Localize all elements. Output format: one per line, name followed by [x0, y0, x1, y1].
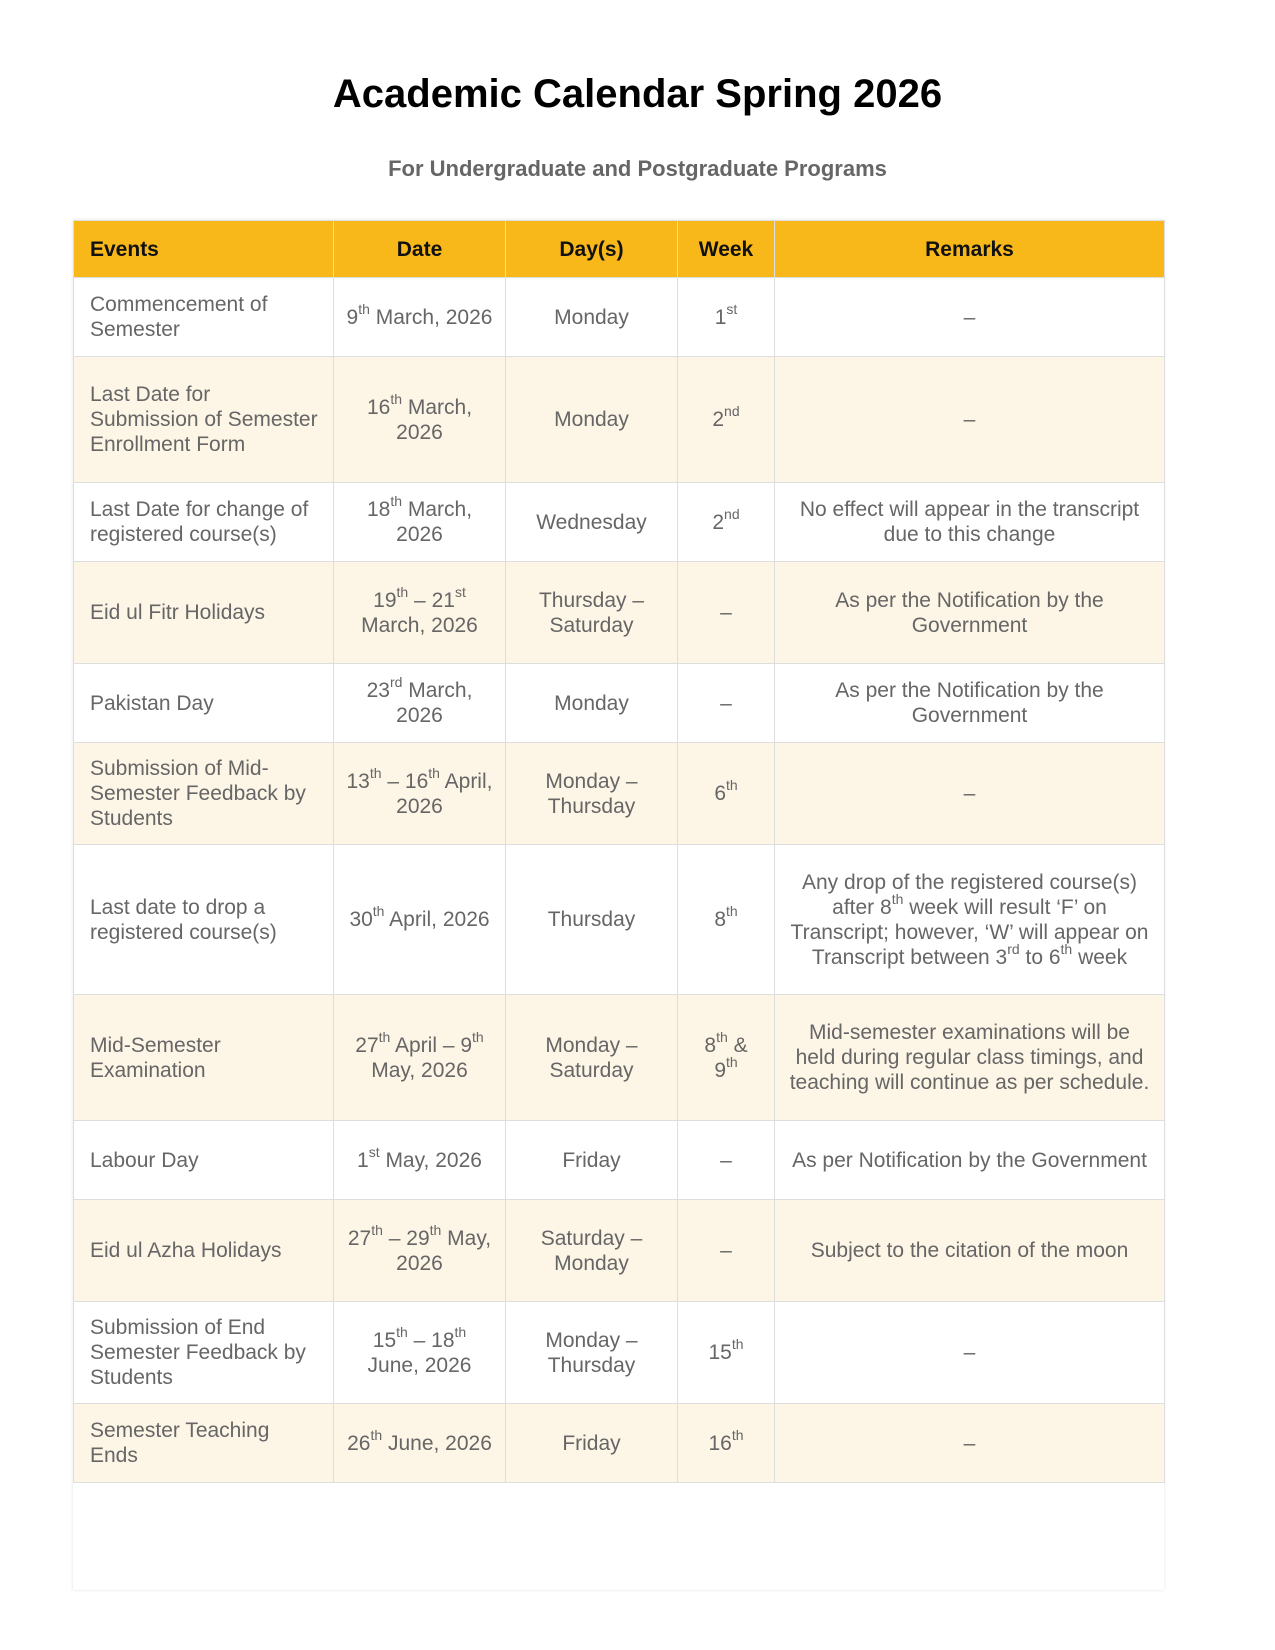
text-segment: June, 2026 — [382, 1431, 492, 1455]
text-segment: April – 9 — [390, 1033, 473, 1057]
cell-event: Last date to drop a registered course(s) — [74, 845, 334, 995]
text-segment: – — [720, 601, 732, 624]
text-segment: & 9 — [714, 1033, 748, 1082]
cell-remarks — [775, 1404, 1165, 1483]
cell-days: Monday — [506, 664, 678, 743]
text-segment: week will result ‘F’ on Transcript; however, ‘W’ will appear on Transcript between 3 — [790, 895, 1149, 969]
text-segment: March, 2026 — [361, 613, 478, 637]
ordinal-suffix: th — [358, 300, 370, 317]
text-segment: May, 2026 — [371, 1058, 468, 1082]
text-segment: As per Notification by the Government — [792, 1148, 1147, 1172]
cell-event: Labour Day — [74, 1121, 334, 1200]
table-row — [74, 278, 1165, 357]
text-segment: 30 — [349, 908, 373, 931]
ordinal-suffix: th — [371, 1221, 383, 1238]
cell-days: Monday – Thursday — [506, 1302, 678, 1404]
header-events: Events — [74, 221, 334, 278]
text-segment: As per the Notification by the Government — [835, 588, 1104, 637]
cell-week — [678, 1404, 775, 1483]
cell-date — [334, 845, 506, 995]
text-segment: – — [720, 1239, 732, 1262]
cell-days: Thursday — [506, 845, 678, 995]
ordinal-suffix: th — [726, 1053, 738, 1070]
ordinal-suffix: st — [454, 583, 466, 600]
text-segment: 16 — [366, 395, 391, 419]
text-segment: 15 — [708, 1341, 732, 1364]
ordinal-suffix: st — [726, 300, 738, 317]
cell-event: Mid-Semester Examination — [74, 995, 334, 1121]
cell-remarks — [775, 664, 1165, 743]
text-segment: 8 — [704, 1033, 717, 1057]
table-row — [74, 845, 1165, 995]
cell-days: Wednesday — [506, 483, 678, 562]
table-row — [74, 1200, 1165, 1302]
text-segment: – — [720, 691, 732, 715]
text-segment: Subject to the citation of the moon — [810, 1239, 1129, 1262]
cell-date — [334, 1404, 506, 1483]
text-segment: – 16 — [381, 769, 429, 793]
table-row — [74, 995, 1165, 1121]
text-segment: – — [720, 1148, 732, 1172]
text-segment: 8 — [714, 908, 726, 931]
page-title: Academic Calendar Spring 2026 — [332, 72, 943, 116]
ordinal-suffix: th — [396, 1323, 408, 1340]
ordinal-suffix: th — [396, 583, 409, 600]
cell-week — [678, 278, 775, 357]
cell-date — [334, 562, 506, 664]
cell-event: Eid ul Azha Holidays — [74, 1200, 334, 1302]
text-segment: 1 — [714, 305, 727, 329]
text-segment: – 18 — [407, 1328, 455, 1352]
ordinal-suffix: rd — [1007, 940, 1020, 957]
cell-week — [678, 1302, 775, 1404]
cell-event: Submission of End Semester Feedback by Students — [74, 1302, 334, 1404]
table-row — [74, 357, 1165, 483]
cell-week — [678, 995, 775, 1121]
ordinal-suffix: th — [726, 777, 738, 793]
ordinal-suffix: st — [368, 1143, 380, 1160]
header-week: Week — [678, 221, 775, 278]
ordinal-suffix: th — [372, 903, 385, 919]
table-row — [74, 1302, 1165, 1404]
header-days: Day(s) — [506, 221, 678, 278]
text-segment: June, 2026 — [367, 1353, 472, 1377]
cell-days: Thursday – Saturday — [506, 562, 678, 664]
cell-event: Submission of Mid-Semester Feedback by Students — [74, 743, 334, 845]
ordinal-suffix: th — [726, 903, 738, 919]
text-segment: March, 2026 — [396, 679, 473, 727]
cell-remarks — [775, 1121, 1165, 1200]
cell-week — [678, 1200, 775, 1302]
cell-days: Monday — [506, 357, 678, 483]
cell-days: Friday — [506, 1121, 678, 1200]
text-segment: March, 2026 — [396, 395, 473, 444]
text-segment: No effect will appear in the transcript due to this change — [799, 498, 1140, 546]
header-remarks: Remarks — [775, 221, 1165, 278]
cell-days: Friday — [506, 1404, 678, 1483]
text-segment: 27 — [355, 1033, 379, 1057]
cell-remarks — [775, 483, 1165, 562]
text-segment: – — [963, 305, 976, 329]
cell-days: Saturday – Monday — [506, 1200, 678, 1302]
cell-remarks — [775, 278, 1165, 357]
cell-days: Monday – Thursday — [506, 743, 678, 845]
table-row — [74, 483, 1165, 562]
cell-date — [334, 483, 506, 562]
ordinal-suffix: th — [731, 1336, 744, 1352]
text-segment: 26 — [347, 1431, 371, 1455]
ordinal-suffix: th — [472, 1028, 484, 1045]
text-segment: 18 — [366, 498, 391, 521]
cell-event: Commencement of Semester — [74, 278, 334, 357]
cell-week — [678, 845, 775, 995]
ordinal-suffix: th — [390, 390, 403, 407]
table-row — [74, 743, 1165, 845]
header-date: Date — [334, 221, 506, 278]
ordinal-suffix: th — [370, 1426, 383, 1443]
text-segment: April, 2026 — [384, 908, 490, 931]
ordinal-suffix: th — [454, 1323, 467, 1340]
cell-week — [678, 743, 775, 845]
ordinal-suffix: rd — [389, 674, 403, 690]
cell-remarks — [775, 1302, 1165, 1404]
cell-date — [334, 1200, 506, 1302]
text-segment: – — [963, 408, 976, 431]
text-segment: 2 — [712, 408, 725, 431]
calendar-table — [73, 220, 1165, 1483]
ordinal-suffix: th — [731, 1426, 744, 1443]
text-segment: 15 — [372, 1328, 397, 1352]
cell-date — [334, 357, 506, 483]
text-segment: 19 — [373, 588, 397, 612]
table-header-row — [74, 221, 1165, 278]
cell-days: Monday — [506, 278, 678, 357]
text-segment: 16 — [708, 1431, 732, 1455]
cell-event: Last Date for change of registered course(s) — [74, 483, 334, 562]
text-segment: 6 — [714, 782, 726, 805]
ordinal-suffix: th — [390, 493, 403, 509]
ordinal-suffix: nd — [724, 403, 740, 419]
cell-date — [334, 664, 506, 743]
ordinal-suffix: nd — [724, 505, 740, 522]
text-segment: 27 — [347, 1226, 372, 1250]
text-segment: 1 — [357, 1148, 369, 1172]
ordinal-suffix: th — [429, 1221, 442, 1238]
cell-date — [334, 1302, 506, 1404]
ordinal-suffix: th — [891, 890, 904, 907]
cell-week — [678, 664, 775, 743]
text-segment: March, 2026 — [369, 305, 493, 329]
text-segment: As per the Notification by the Government — [835, 679, 1104, 727]
text-segment: 23 — [366, 679, 390, 702]
text-segment: Mid-semester examinations will be held during regular class timings, and teaching will continue as per schedule. — [789, 1021, 1150, 1094]
table-row — [74, 1121, 1165, 1200]
ordinal-suffix: th — [716, 1028, 728, 1045]
cell-week — [678, 1121, 775, 1200]
cell-date — [334, 995, 506, 1121]
text-segment: March, 2026 — [396, 498, 473, 546]
text-segment: 13 — [346, 769, 370, 793]
text-segment: – — [963, 782, 976, 805]
text-segment: – — [963, 1341, 976, 1364]
cell-event: Last Date for Submission of Semester Enrollment Form — [74, 357, 334, 483]
table-body — [74, 278, 1165, 1483]
cell-remarks — [775, 995, 1165, 1121]
cell-event: Semester Teaching Ends — [74, 1404, 334, 1483]
cell-remarks — [775, 743, 1165, 845]
text-segment: – — [963, 1431, 976, 1455]
cell-date — [334, 278, 506, 357]
ordinal-suffix: th — [1060, 940, 1073, 957]
calendar-sheet — [73, 220, 1164, 1590]
text-segment: May, 2026 — [396, 1226, 492, 1275]
cell-remarks — [775, 845, 1165, 995]
text-segment: – 29 — [382, 1226, 430, 1250]
ordinal-suffix: th — [369, 764, 382, 781]
cell-week — [678, 562, 775, 664]
cell-week — [678, 483, 775, 562]
cell-remarks — [775, 562, 1165, 664]
text-segment: week — [1072, 945, 1128, 969]
text-segment: April, 2026 — [396, 769, 493, 818]
ordinal-suffix: th — [378, 1028, 391, 1045]
text-segment: 9 — [346, 305, 359, 329]
cell-date — [334, 1121, 506, 1200]
cell-event: Pakistan Day — [74, 664, 334, 743]
cell-remarks — [775, 357, 1165, 483]
text-segment: to 6 — [1019, 945, 1061, 969]
cell-week — [678, 357, 775, 483]
table-row — [74, 562, 1165, 664]
text-segment: – 21 — [408, 588, 455, 612]
table-row — [74, 1404, 1165, 1483]
cell-days: Monday – Saturday — [506, 995, 678, 1121]
text-segment: May, 2026 — [379, 1148, 482, 1172]
cell-date — [334, 743, 506, 845]
text-segment: 2 — [712, 510, 725, 534]
table-row — [74, 664, 1165, 743]
text-segment: Any drop of the registered course(s) after 8 — [802, 870, 1137, 919]
ordinal-suffix: th — [428, 764, 440, 781]
page-subtitle: For Undergraduate and Postgraduate Programs — [388, 156, 887, 181]
cell-remarks — [775, 1200, 1165, 1302]
cell-event: Eid ul Fitr Holidays — [74, 562, 334, 664]
